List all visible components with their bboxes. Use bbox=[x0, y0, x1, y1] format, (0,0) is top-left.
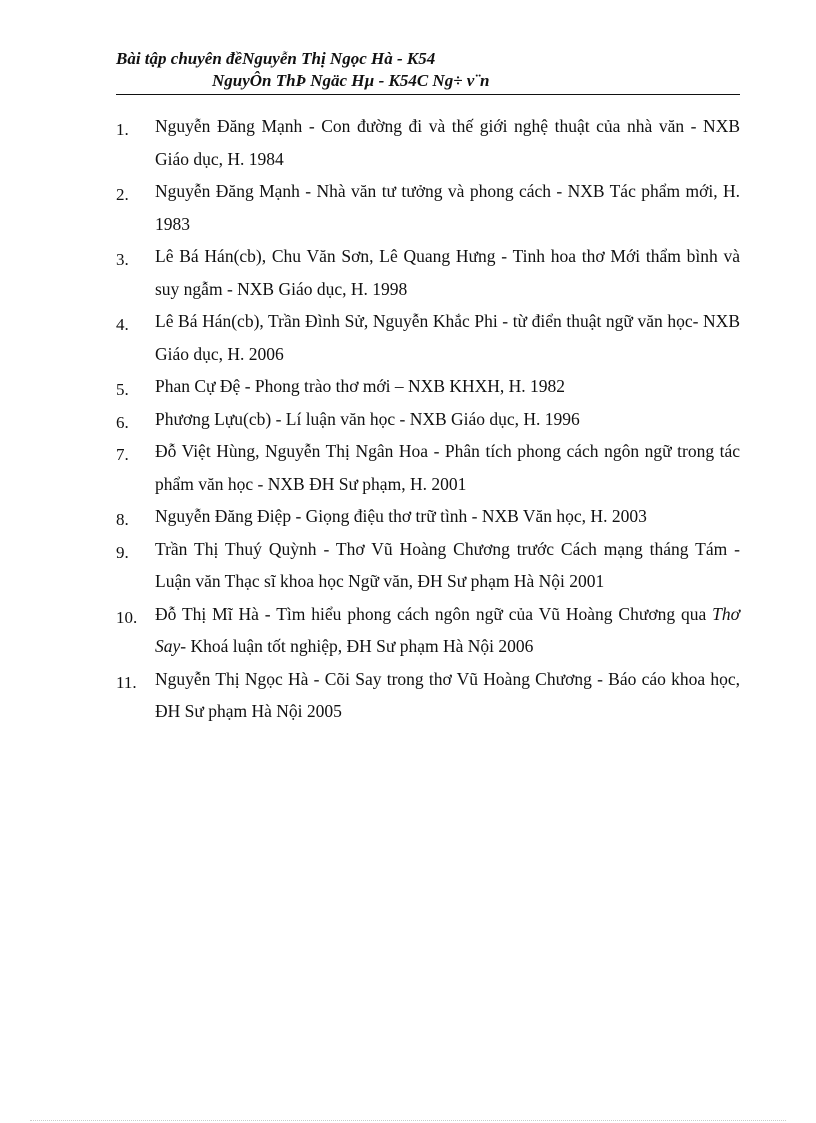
reference-item bbox=[116, 598, 740, 663]
reference-text: Nguyễn Đăng Mạnh - Con đường đi và thế giới nghệ thuật của nhà văn - NXB Giáo dục, H. 1984 bbox=[155, 116, 740, 169]
header-rule bbox=[116, 94, 740, 95]
reference-text-after: - Khoá luận tốt nghiệp, ĐH Sư phạm Hà Nội 2006 bbox=[180, 636, 534, 656]
reference-item bbox=[116, 240, 740, 305]
reference-number: 5. bbox=[116, 380, 129, 399]
reference-text: Lê Bá Hán(cb), Chu Văn Sơn, Lê Quang Hưng - Tinh hoa thơ Mới thẩm bình và suy ngẫm - NXB Giáo dục, H. 1998 bbox=[155, 246, 740, 299]
reference-text: Lê Bá Hán(cb), Trần Đình Sử, Nguyễn Khắc Phi - từ điển thuật ngữ văn học- NXB Giáo dục, H. 2006 bbox=[155, 311, 740, 364]
reference-number: 11. bbox=[116, 672, 137, 692]
reference-item bbox=[116, 533, 740, 598]
reference-text: Trần Thị Thuý Quỳnh - Thơ Vũ Hoàng Chương trước Cách mạng tháng Tám - Luận văn Thạc sĩ khoa học Ngữ văn, ĐH Sư phạm Hà Nội 2001 bbox=[155, 538, 740, 591]
reference-number: 7. bbox=[116, 445, 129, 464]
page-header bbox=[116, 48, 740, 92]
reference-number: 10. bbox=[116, 607, 138, 627]
reference-text: Đỗ Việt Hùng, Nguyễn Thị Ngân Hoa - Phân tích phong cách ngôn ngữ trong tác phẩm văn học - NXB ĐH Sư phạm, H. 2001 bbox=[155, 441, 740, 494]
reference-number: 9. bbox=[116, 542, 129, 562]
reference-item bbox=[116, 305, 740, 370]
page-bottom-dotted-border bbox=[30, 1120, 786, 1121]
reference-number: 4. bbox=[116, 315, 129, 334]
reference-item bbox=[116, 110, 740, 175]
reference-item bbox=[116, 175, 740, 240]
reference-number: 3. bbox=[116, 250, 129, 269]
header-line-2: NguyÔn ThÞ Ngäc Hµ - K54C Ng÷ v¨n bbox=[212, 71, 490, 90]
reference-text: Nguyễn Đăng Điệp - Giọng điệu thơ trữ tình - NXB Văn học, H. 2003 bbox=[155, 506, 647, 526]
reference-text bbox=[155, 604, 740, 657]
reference-item bbox=[116, 663, 740, 728]
reference-number: 1. bbox=[116, 120, 129, 139]
reference-text: Nguyễn Đăng Mạnh - Nhà văn tư tưởng và phong cách - NXB Tác phẩm mới, H. 1983 bbox=[155, 181, 740, 234]
reference-italic-title: Thơ Say bbox=[155, 603, 740, 656]
reference-text: Nguyễn Thị Ngọc Hà - Cõi Say trong thơ Vũ Hoàng Chương - Báo cáo khoa học, ĐH Sư phạm Hà Nội 2005 bbox=[155, 668, 740, 721]
reference-text-before: Đỗ Thị Mĩ Hà - Tìm hiểu phong cách ngôn ngữ của Vũ Hoàng Chương qua bbox=[155, 603, 713, 624]
reference-list bbox=[116, 110, 740, 728]
reference-item bbox=[116, 435, 740, 500]
reference-text: Phan Cự Đệ - Phong trào thơ mới – NXB KHXH, H. 1982 bbox=[155, 376, 566, 396]
reference-number: 8. bbox=[116, 510, 129, 529]
reference-item bbox=[116, 370, 740, 403]
reference-number: 6. bbox=[116, 412, 129, 432]
reference-item bbox=[116, 500, 740, 533]
header-line-1: Bài tập chuyên đềNguyễn Thị Ngọc Hà - K54 bbox=[116, 49, 436, 68]
reference-text: Phương Lựu(cb) - Lí luận văn học - NXB Giáo dục, H. 1996 bbox=[155, 408, 580, 429]
reference-item bbox=[116, 403, 740, 436]
reference-number: 2. bbox=[116, 185, 129, 204]
